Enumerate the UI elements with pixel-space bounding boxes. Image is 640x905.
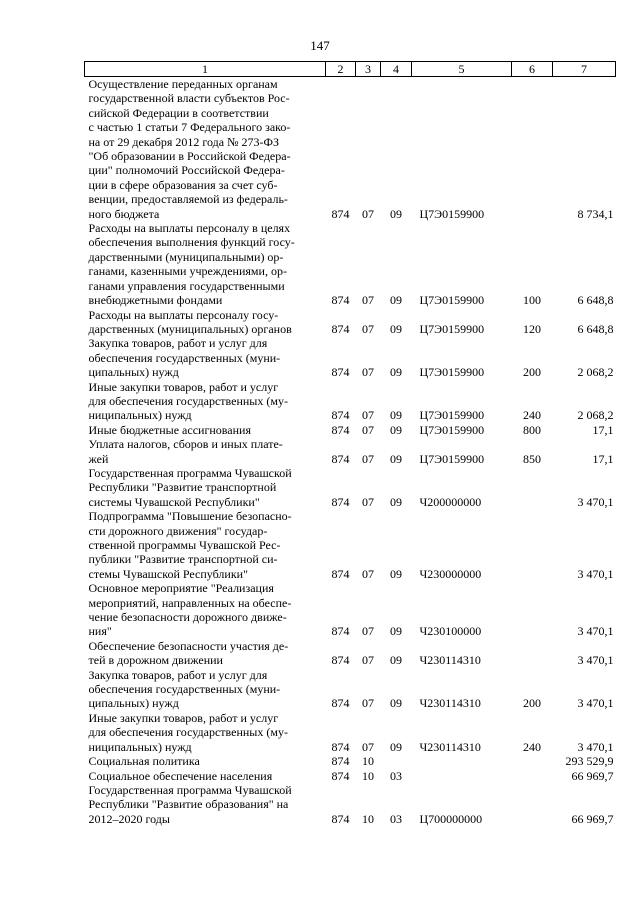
row-name-line: Республики "Развитие транспортной (88, 480, 277, 495)
target-article-code: Ц7Э0159900 (419, 422, 485, 437)
section-code: 07 (362, 494, 374, 509)
target-article-code: Ц7Э0159900 (419, 451, 485, 466)
ministry-code: 874 (331, 696, 350, 711)
expense-type-code (512, 509, 553, 581)
expense-type-code: 850 (523, 451, 541, 466)
table-row (85, 754, 616, 768)
target-article-code: Ц700000000 (419, 811, 483, 826)
subsection-code: 09 (390, 494, 402, 509)
subsection-code: 09 (390, 739, 402, 754)
target-article-code: Ц7Э0159900 (419, 293, 485, 308)
table-row (85, 423, 616, 437)
expense-type-code (512, 754, 553, 768)
row-name-line: ниципальных) нужд (88, 408, 192, 423)
row-name (85, 668, 326, 711)
row-name-line: венции, предоставляемой из федераль- (88, 192, 288, 207)
amount: 3 470,1 (577, 739, 614, 754)
row-name (85, 380, 326, 423)
section-code: 07 (362, 408, 374, 423)
amount: 6 648,8 (577, 321, 614, 336)
row-name-line: ного бюджета (88, 206, 160, 221)
row-name-line: сийской Федерации в соответствии (88, 105, 269, 120)
table-row (85, 711, 616, 754)
ministry-code: 874 (331, 321, 350, 336)
row-name-line: внебюджетными фондами (88, 293, 223, 308)
row-name (85, 466, 326, 509)
row-name (85, 423, 326, 437)
table-row (85, 466, 616, 509)
row-name-line: жей (88, 451, 109, 466)
ministry-code: 874 (331, 422, 350, 437)
table-row (85, 668, 616, 711)
ministry-code: 874 (331, 206, 350, 221)
ministry-code: 874 (331, 494, 350, 509)
table-body (85, 77, 616, 827)
table-row (85, 77, 616, 222)
amount: 66 969,7 (571, 768, 614, 783)
row-name-line: мероприятий, направленных на обеспе- (88, 595, 292, 610)
row-name (85, 336, 326, 379)
row-name (85, 754, 326, 768)
row-name-line: обеспечения государственных (муни- (88, 350, 281, 365)
table-row (85, 769, 616, 783)
row-name-line: для обеспечения государственных (му- (88, 725, 288, 740)
row-name-line: на от 29 декабря 2012 года № 273-ФЗ (88, 134, 280, 149)
ministry-code: 874 (331, 408, 350, 423)
subsection-code: 09 (390, 408, 402, 423)
row-name-line: ции" полномочий Российской Федера- (88, 163, 285, 178)
row-name-line: Расходы на выплаты персоналу в целях (88, 221, 291, 236)
section-code: 10 (362, 811, 374, 826)
section-code: 07 (362, 206, 374, 221)
row-name-line: ции в сфере образования за счет суб- (88, 177, 278, 192)
row-name-line: 2012–2020 годы (88, 811, 170, 826)
row-name-line: Иные бюджетные ассигнования (88, 422, 251, 437)
ministry-code: 874 (331, 653, 350, 668)
target-article-code: Ч200000000 (419, 494, 482, 509)
amount: 3 470,1 (577, 653, 614, 668)
row-name-line: системы Чувашской Республики" (88, 494, 260, 509)
column-header: 3 (356, 62, 381, 77)
expense-type-code: 240 (523, 408, 541, 423)
row-name-line: ципальных) нужд (88, 696, 179, 711)
target-article-code: Ц7Э0159900 (419, 206, 485, 221)
ministry-code: 874 (331, 739, 350, 754)
column-header: 6 (512, 62, 553, 77)
expense-type-code (512, 783, 553, 826)
target-article-code: Ч230100000 (419, 624, 482, 639)
section-code: 10 (362, 768, 374, 783)
expense-type-code (512, 466, 553, 509)
subsection-code (381, 754, 412, 768)
amount: 2 068,2 (577, 408, 614, 423)
expense-type-code: 240 (523, 739, 541, 754)
subsection-code: 09 (390, 696, 402, 711)
column-header: 2 (326, 62, 356, 77)
row-name-line: ния" (88, 624, 112, 639)
section-code: 07 (362, 696, 374, 711)
row-name-line: Республики "Развитие образования" на (88, 797, 289, 812)
subsection-code: 09 (390, 451, 402, 466)
row-name-line: с частью 1 статьи 7 Федерального зако- (88, 120, 291, 135)
row-name-line: Иные закупки товаров, работ и услуг (88, 710, 279, 725)
row-name-line: Уплата налогов, сборов и иных плате- (88, 437, 283, 452)
target-article-code: Ц7Э0159900 (419, 365, 485, 380)
table-row (85, 308, 616, 337)
section-code: 07 (362, 566, 374, 581)
subsection-code: 09 (390, 624, 402, 639)
amount: 3 470,1 (577, 566, 614, 581)
row-name (85, 639, 326, 668)
row-name-line: сти дорожного движения" государ- (88, 523, 268, 538)
section-code: 07 (362, 653, 374, 668)
column-header-row (85, 62, 616, 77)
row-name-line: чение безопасности дорожного движе- (88, 610, 287, 625)
page-number: 147 (310, 38, 330, 53)
expense-type-code: 100 (523, 293, 541, 308)
column-header: 7 (553, 62, 616, 77)
row-name-line: "Об образовании в Российской Федера- (88, 149, 291, 164)
column-header: 4 (381, 62, 412, 77)
target-article-code: Ч230114310 (419, 739, 481, 754)
column-header: 1 (85, 62, 326, 77)
table-row (85, 581, 616, 639)
table-row (85, 509, 616, 581)
expense-type-code (512, 639, 553, 668)
row-name-line: стемы Чувашской Республики" (88, 566, 248, 581)
row-name (85, 221, 326, 307)
subsection-code: 09 (390, 422, 402, 437)
row-name-line: Социальная политика (88, 754, 200, 769)
row-name-line: дарственными (муниципальными) ор- (88, 249, 284, 264)
row-name-line: Государственная программа Чувашской (88, 465, 292, 480)
ministry-code: 874 (331, 811, 350, 826)
expense-type-code: 200 (523, 365, 541, 380)
expense-type-code: 120 (523, 321, 541, 336)
table-row (85, 783, 616, 826)
section-code: 07 (362, 624, 374, 639)
row-name-line: Закупка товаров, работ и услуг для (88, 667, 268, 682)
amount: 8 734,1 (577, 206, 614, 221)
row-name-line: ганами управления государственными (88, 278, 285, 293)
row-name (85, 581, 326, 639)
ministry-code: 874 (331, 754, 350, 769)
section-code: 07 (362, 365, 374, 380)
row-name-line: Подпрограмма "Повышение безопасно- (88, 509, 292, 524)
target-article-code: Ц7Э0159900 (419, 321, 485, 336)
table-row (85, 336, 616, 379)
row-name-line: Иные закупки товаров, работ и услуг (88, 379, 279, 394)
section-code: 07 (362, 293, 374, 308)
subsection-code: 09 (390, 653, 402, 668)
row-name-line: ниципальных) нужд (88, 739, 192, 754)
target-article-code: Ц7Э0159900 (419, 408, 485, 423)
row-name-line: ственной программы Чувашской Рес- (88, 538, 281, 552)
subsection-code: 09 (390, 206, 402, 221)
row-name (85, 77, 326, 222)
row-name-line: публики "Развитие транспортной си- (88, 552, 278, 567)
subsection-code: 09 (390, 365, 402, 380)
amount: 17,1 (592, 451, 614, 466)
expense-type-code: 800 (523, 422, 541, 437)
row-name (85, 437, 326, 466)
row-name-line: обеспечения государственных (муни- (88, 682, 281, 697)
row-name-line: тей в дорожном движении (88, 653, 223, 668)
expense-type-code: 200 (523, 696, 541, 711)
table-row (85, 639, 616, 668)
row-name-line: Основное мероприятие "Реализация (88, 581, 274, 596)
row-name-line: ганами, казенными учреждениями, ор- (88, 264, 287, 279)
table-row (85, 437, 616, 466)
expense-type-code (512, 769, 553, 783)
row-name (85, 769, 326, 783)
row-name-line: Осуществление переданных органам (88, 77, 278, 91)
row-name-line: Обеспечение безопасности участия де- (88, 638, 289, 653)
row-name (85, 783, 326, 826)
ministry-code: 874 (331, 768, 350, 783)
ministry-code: 874 (331, 566, 350, 581)
target-article-code: Ч230114310 (419, 696, 481, 711)
subsection-code: 09 (390, 566, 402, 581)
row-name-line: государственной власти субъектов Рос- (88, 91, 290, 106)
section-code: 07 (362, 739, 374, 754)
row-name-line: Социальное обеспечение населения (88, 768, 273, 783)
amount: 66 969,7 (571, 811, 614, 826)
amount: 3 470,1 (577, 696, 614, 711)
row-name (85, 711, 326, 754)
target-article-code (412, 769, 512, 783)
budget-table (84, 61, 616, 826)
ministry-code: 874 (331, 451, 350, 466)
row-name-line: Расходы на выплаты персоналу госу- (88, 307, 279, 322)
table-row (85, 221, 616, 307)
ministry-code: 874 (331, 365, 350, 380)
row-name (85, 308, 326, 337)
target-article-code: Ч230000000 (419, 566, 482, 581)
row-name (85, 509, 326, 581)
row-name-line: дарственных (муниципальных) органов (88, 321, 292, 336)
row-name-line: обеспечения выполнения функций госу- (88, 235, 295, 250)
amount: 2 068,2 (577, 365, 614, 380)
subsection-code: 09 (390, 293, 402, 308)
target-article-code: Ч230114310 (419, 653, 481, 668)
section-code: 07 (362, 321, 374, 336)
amount: 3 470,1 (577, 494, 614, 509)
subsection-code: 03 (390, 768, 402, 783)
section-code: 10 (362, 754, 374, 769)
amount: 17,1 (592, 422, 614, 437)
amount: 3 470,1 (577, 624, 614, 639)
row-name-line: ципальных) нужд (88, 365, 179, 380)
subsection-code: 03 (390, 811, 402, 826)
target-article-code (412, 754, 512, 768)
ministry-code: 874 (331, 293, 350, 308)
amount: 293 529,9 (565, 754, 614, 769)
section-code: 07 (362, 422, 374, 437)
row-name-line: Государственная программа Чувашской (88, 782, 292, 797)
expense-type-code (512, 77, 553, 222)
table-row (85, 380, 616, 423)
ministry-code: 874 (331, 624, 350, 639)
row-name-line: для обеспечения государственных (му- (88, 393, 288, 408)
amount: 6 648,8 (577, 293, 614, 308)
row-name-line: Закупка товаров, работ и услуг для (88, 336, 268, 351)
subsection-code: 09 (390, 321, 402, 336)
expense-type-code (512, 581, 553, 639)
section-code: 07 (362, 451, 374, 466)
column-header: 5 (412, 62, 512, 77)
